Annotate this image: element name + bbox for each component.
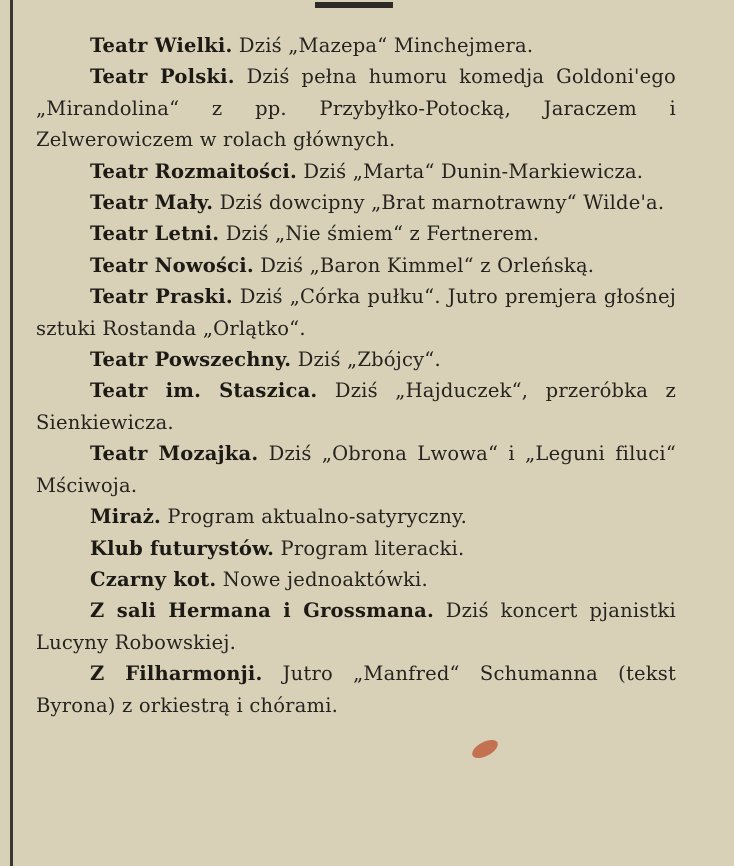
listing-venue: Teatr Rozmaitości. xyxy=(90,159,298,183)
listing-text: Dziś koncert pjanistki Lucyny Robowskiej. xyxy=(36,599,676,654)
column-rule xyxy=(10,0,13,866)
listing-venue: Miraż. xyxy=(90,505,161,529)
listing-entry xyxy=(36,250,676,281)
listing-venue: Z sali Hermana i Grossmana. xyxy=(90,599,434,623)
listing-text: Dziś „Marta“ Dunin-Markiewicza. xyxy=(297,159,644,183)
listing-venue: Teatr Mozajka. xyxy=(90,442,259,466)
listing-entry xyxy=(36,156,676,187)
listing-text: Dziś „Hajduczek“, przeróbka z Sienkiewicza. xyxy=(36,379,676,434)
listing-text: Dziś „Córka pułku“. Jutro premjera głośnej sztuki Rostanda „Orlątko“. xyxy=(36,285,676,340)
listing-text: Dziś „Mazepa“ Minchejmera. xyxy=(232,34,534,57)
listing-venue: Teatr Powszechny. xyxy=(90,348,292,372)
listing-entry xyxy=(36,344,676,375)
listing-text: Dziś „Nie śmiem“ z Fertnerem. xyxy=(219,222,540,246)
listing-text: Program literacki. xyxy=(274,536,465,560)
listing-entry xyxy=(36,218,676,249)
listing-text: Dziś dowcipny „Brat marnotrawny“ Wilde'a. xyxy=(213,191,665,215)
listing-venue: Z Filharmonji. xyxy=(90,662,263,686)
separator-dash xyxy=(315,2,393,8)
listing-venue: Teatr Praski. xyxy=(90,285,233,309)
listing-text: Dziś „Obrona Lwowa“ i „Leguni filuci“ Mściwoja. xyxy=(36,442,676,497)
listing-text: Dziś „Zbójcy“. xyxy=(291,348,441,372)
listing-entry xyxy=(36,595,676,658)
listing-text: Program aktualno-satyryczny. xyxy=(160,505,468,529)
listing-entry xyxy=(36,564,676,595)
listing-entry xyxy=(36,61,676,155)
listing-entry xyxy=(36,658,676,721)
listing-entry xyxy=(36,438,676,501)
listing-entry xyxy=(36,501,676,532)
listing-venue: Czarny kot. xyxy=(90,567,217,591)
listing-entry xyxy=(36,281,676,344)
listing-entry xyxy=(36,30,676,61)
theatre-listings-column xyxy=(36,30,676,721)
listing-venue: Teatr Polski. xyxy=(90,65,235,89)
ink-stain xyxy=(469,736,500,762)
listing-venue: Teatr Nowości. xyxy=(90,253,254,277)
listing-text: Dziś pełna humoru komedja Goldoni'ego „Mirandolina“ z pp. Przybyłko-Potocką, Jaraczem i Zelwerowiczem w rolach głównych. xyxy=(36,65,676,152)
listing-venue: Klub futurystów. xyxy=(90,536,275,560)
listing-venue: Teatr Letni. xyxy=(90,222,220,246)
listing-text: Nowe jednoaktówki. xyxy=(216,567,428,591)
listing-text: Jutro „Manfred“ Schumanna (tekst Byrona) z orkiestrą i chórami. xyxy=(36,662,677,717)
listing-venue: Teatr Wielki. xyxy=(90,34,233,57)
listing-venue: Teatr Mały. xyxy=(90,191,214,215)
listing-entry xyxy=(36,187,676,218)
listing-entry xyxy=(36,375,676,438)
listing-text: Dziś „Baron Kimmel“ z Orleńską. xyxy=(253,253,595,277)
listing-venue: Teatr im. Staszica. xyxy=(90,379,318,403)
listing-entry xyxy=(36,533,676,564)
